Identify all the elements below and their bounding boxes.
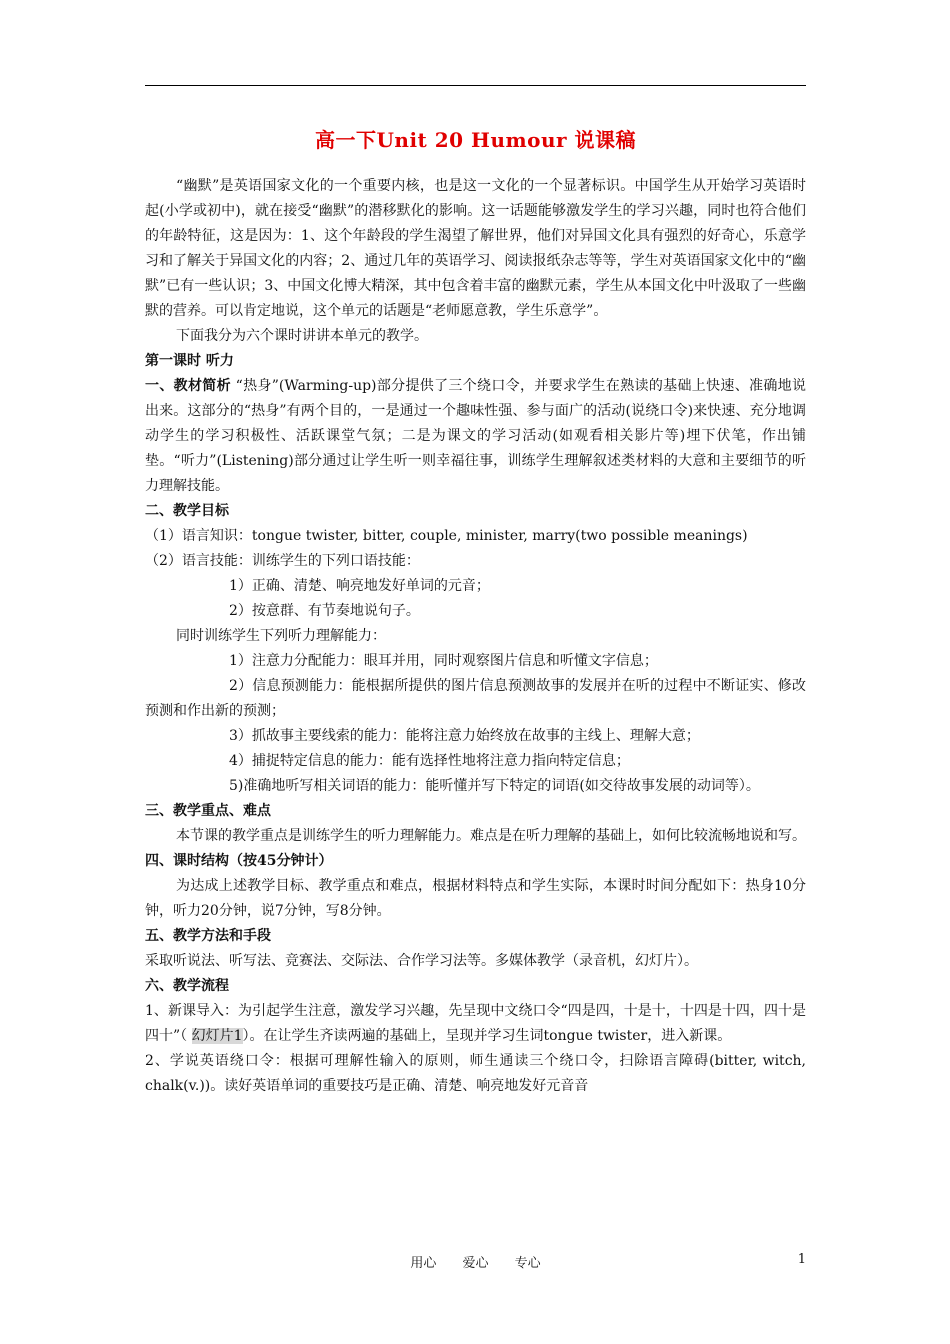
paragraph-text: “热身”(Warming-up)部分提供了三个绕口令，并要求学生在熟读的基础上快速、准确地说出来。这部分的“热身”有两个目的，一是通过一个趣味性强、参与面广的活动(说绕口令)来快速、充分地调动学生的学习积极性、活跃课堂气氛；二是为课文的学习活动(如观看相关影片等)埋下伏笔，作出铺垫。“听力”(Listening)部分通过让学生听一则幸福往事，训练学生理解叙述类材料的大意和主要细节的听力理解技能。 [145,378,807,494]
body-paragraph: 1）注意力分配能力：眼耳并用，同时观察图片信息和听懂文字信息； [229,653,658,669]
paragraph-text: ）。在让学生齐读两遍的基础上，呈现并学习生词tongue twister，进入新课。 [242,1028,732,1044]
body-paragraph: 1）正确、清楚、响亮地发好单词的元音； [229,578,490,594]
paragraph-text: 1、新课导入：为引起学生注意，激发学习兴趣，先呈现中文绕口令“四是四，十是十，十四是十四，四十是四十”（ [145,1003,806,1044]
section-heading: 三、教学重点、难点 [145,803,271,819]
body-paragraph: 2）信息预测能力：能根据所提供的图片信息预测故事的发展并在听的过程中不断证实、修改预测和作出新的预测； [145,678,806,719]
document-title: 高一下Unit 20 Humour 说课稿 [314,128,637,152]
body-paragraph: 3）抓故事主要线索的能力：能将注意力始终放在故事的主线上、理解大意； [229,728,700,744]
body-paragraph: 为达成上述教学目标、教学重点和难点，根据材料特点和学生实际，本课时时间分配如下：热身10分钟，听力20分钟，说7分钟，写8分钟。 [145,878,806,919]
body-paragraph: 采取听说法、听写法、竞赛法、交际法、合作学习法等。多媒体教学（录音机，幻灯片）。 [145,953,698,969]
header-rule [145,85,806,86]
body-paragraph: 同时训练学生下列听力理解能力： [176,628,386,644]
page-footer [145,1252,806,1272]
section-heading: 六、教学流程 [145,978,229,994]
body-paragraph: “幽默”是英语国家文化的一个重要内核，也是这一文化的一个显著标识。中国学生从开始学习英语时起(小学或初中)，就在接受“幽默”的潜移默化的影响。这一话题能够激发学生的学习兴趣，同时也符合他们的年龄特征，这是因为：1、这个年龄段的学生渴望了解世界，他们对异国文化具有强烈的好奇心，乐意学习和了解关于异国文化的内容；2、通过几年的英语学习、阅读报纸杂志等等，学生对英语国家文化中的“幽默”已有一些认识；3、中国文化博大精深，其中包含着丰富的幽默元素，学生从本国文化中叶汲取了一些幽默的营养。可以肯定地说，这个单元的话题是“老师愿意教，学生乐意学”。 [145,178,806,319]
body-paragraph: 本节课的教学重点是训练学生的听力理解能力。难点是在听力理解的基础上，如何比较流畅地说和写。 [176,828,806,844]
body-paragraph: 2、学说英语绕口令：根据可理解性输入的原则，师生通读三个绕口令，扫除语言障碍(bitter, witch, chalk(v.))。读好英语单词的重要技巧是正确、清楚、响亮地发好元音音 [145,1053,806,1094]
body-paragraph [145,999,806,1049]
section-heading: 一、教材简析 [145,378,231,394]
body-paragraph: 4）捕捉特定信息的能力：能有选择性地将注意力指向特定信息； [229,753,630,769]
body-paragraph: 5)准确地听写相关词语的能力：能听懂并写下特定的词语(如交待故事发展的动词等）。 [229,778,760,794]
body-paragraph: （2）语言技能：训练学生的下列口语技能： [145,553,420,569]
body-paragraph: 2）按意群、有节奏地说句子。 [229,603,420,619]
body-paragraph [145,374,806,499]
section-heading: 四、课时结构（按45分钟计） [145,853,333,869]
page-number: 1 [797,1252,806,1267]
body-paragraph: （1）语言知识：tongue twister, bitter, couple, minister, marry(two possible meanings) [145,528,748,544]
section-heading: 二、教学目标 [145,503,229,519]
section-heading: 第一课时 听力 [145,353,234,369]
section-heading: 五、教学方法和手段 [145,928,271,944]
footer-motto: 用心 爱心 专心 [410,1256,541,1271]
document-body [145,174,806,1099]
body-paragraph: 下面我分为六个课时讲讲本单元的教学。 [176,328,428,344]
slide-reference: 幻灯片1 [191,1028,243,1044]
